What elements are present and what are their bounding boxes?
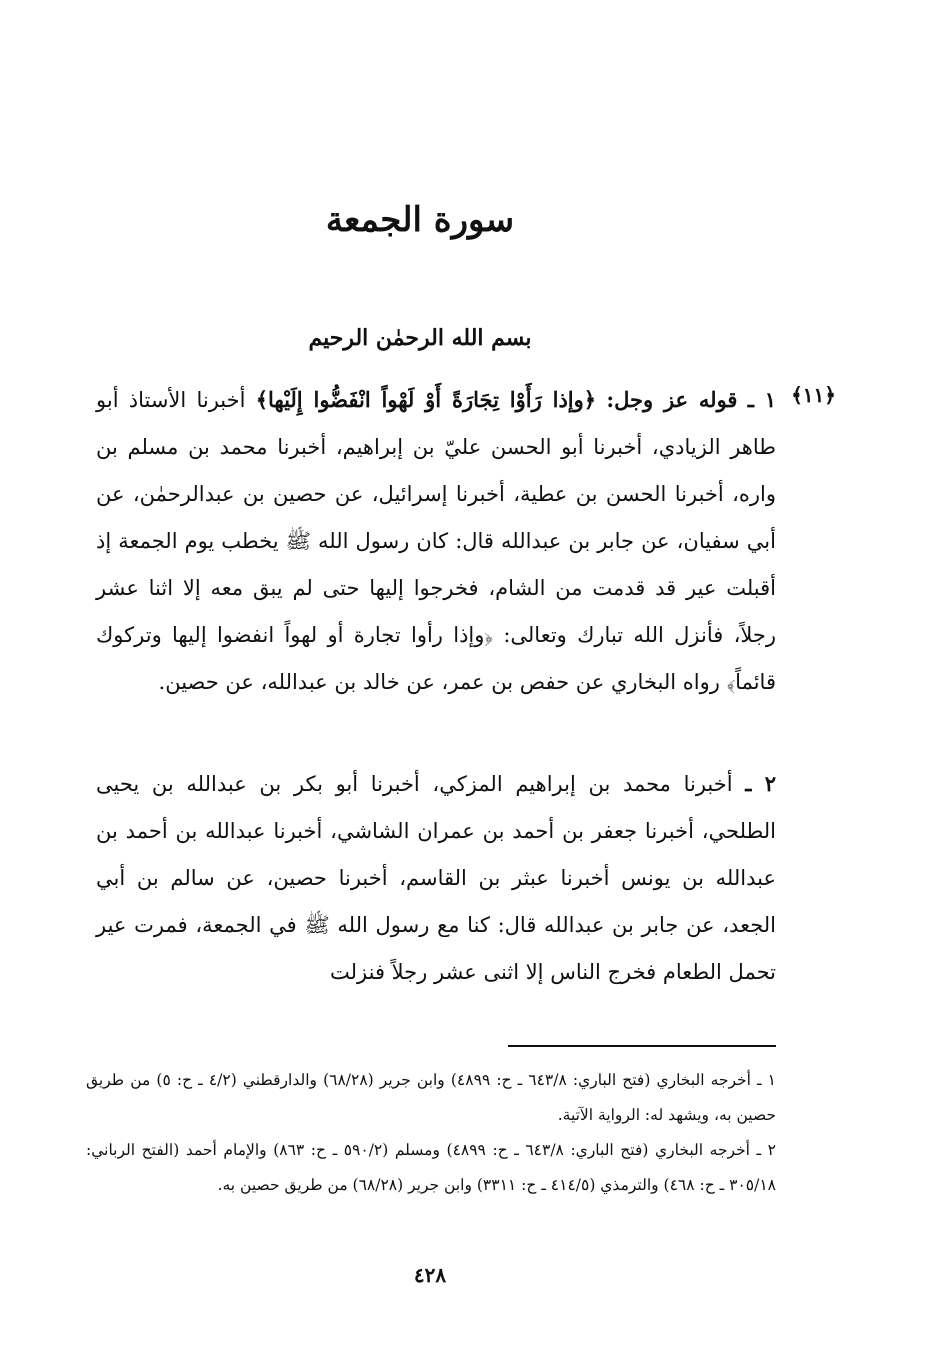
footnote-2: ٢ ـ أخرجه البخاري (فتح الباري: ٦٤٣/٨ ـ ح: ٤٨٩٩) ومسلم (٥٩٠/٢ ـ ح: ٨٦٣) والإمام أحمد (الفتح الرباني: ٣٠٥/١٨ ـ ح: ٤٦٨) والترمذي (٤١٤/٥ ـ ح: ٣٣١١) وابن جرير (٦٨/٢٨) من طريق حصين به. — [86, 1141, 776, 1194]
hadith-2-text: أخبرنا محمد بن إبراهيم المزكي، أخبرنا أبو بكر بن عبدالله بن يحيى الطلحي، أخبرنا جعفر بن أحمد بن عمران الشاشي، أخبرنا عبدالله بن أحمد بن عبدالله بن يونس أخبرنا عبثر بن القاسم، أخبرنا حصين، عن سالم بن أبي الجعد، عن جابر بن عبدالله قال: كنا مع رسول الله ﷺ في الجمعة، فمرت عير تحمل الطعام فخرج الناس إلا اثنى عشر رجلاً فنزلت — [96, 772, 776, 984]
hadith-1-intro: قوله عز وجل: — [606, 387, 738, 412]
verse-number-marker: ﴿١١﴾ — [791, 383, 836, 407]
hadith-1-paragraph — [96, 376, 776, 706]
hadith-2-paragraph — [96, 760, 776, 996]
hadith-1-text: أخبرنا الأستاذ أبو طاهر الزيادي، أخبرنا أبو الحسن عليّ بن إبراهيم، أخبرنا محمد بن مسلم بن واره، أخبرنا الحسن بن عطية، أخبرنا إسرائيل، عن حصين بن عبدالرحمٰن، عن أبي سفيان، عن جابر بن عبدالله قال: كان رسول الله ﷺ يخطب يوم الجمعة إذ أقبلت عير قد قدمت من الشام، فخرجوا إليها حتى لم يبق معه إلا اثنا عشر رجلاً، فأنزل الله تبارك وتعالى: ﴿وإذا رأوا تجارة أو لهواً انفضوا إليها وتركوك قائماً﴾ رواه البخاري عن حفص بن عمر، عن خالد بن عبدالله، عن حصين. — [96, 388, 776, 694]
footnotes — [86, 1063, 776, 1203]
page-number: ٤٢٨ — [413, 1263, 447, 1287]
footnote-1: ١ ـ أخرجه البخاري (فتح الباري: ٦٤٣/٨ ـ ح: ٤٨٩٩) وابن جرير (٦٨/٢٨) والدارقطني (٤/٢ ـ ح: ٥) من طريق حصين به، ويشهد له: الرواية الآتية. — [86, 1071, 776, 1124]
hadith-1-number: ١ ـ — [747, 387, 776, 412]
footnote-separator — [508, 1045, 776, 1047]
surah-title: سورة الجمعة — [325, 200, 515, 240]
basmala: بسم الله الرحمٰن الرحيم — [308, 325, 532, 351]
hadith-2-number: ٢ ـ — [745, 771, 776, 796]
hadith-1-ayah: ﴿وإذا رَأَوْا تِجَارَةً أَوْ لَهْواً انْفَضُّوا إِلَيْها﴾ — [255, 387, 597, 412]
